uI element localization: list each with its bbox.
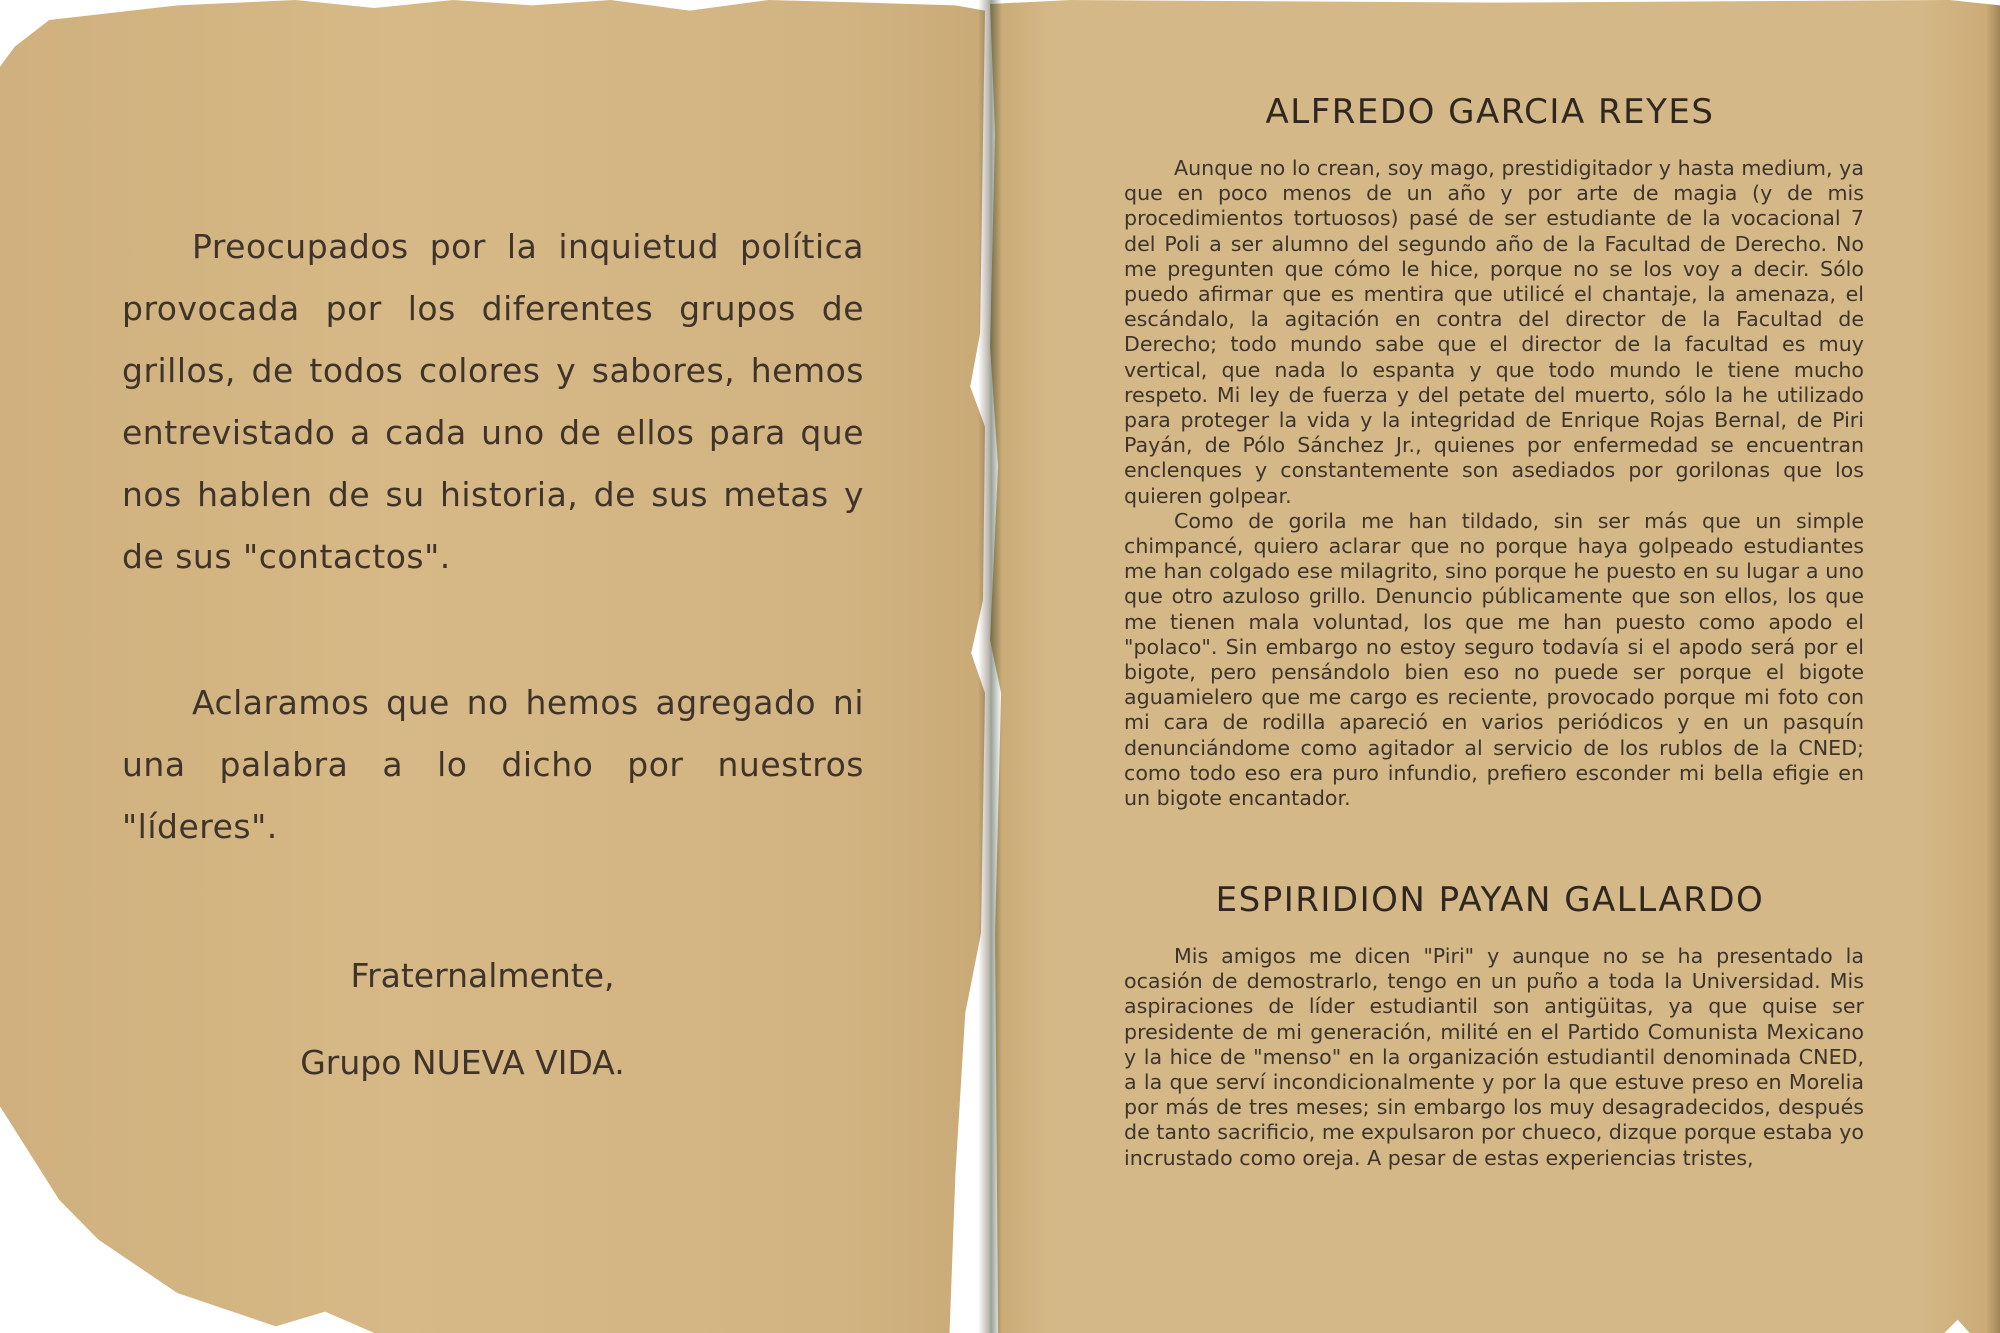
- closing-salutation: Fraternalmente,: [350, 956, 615, 995]
- bio-alfredo: [1124, 156, 1864, 811]
- group-signature: Grupo NUEVA VIDA.: [300, 1043, 625, 1082]
- bio-paragraph: Mis amigos me dicen "Piri" y aunque no se ha presentado la ocasión de demostrarlo, tengo en un puño a toda la Universidad. Mis aspiraciones de líder estudiantil son antigüitas, ya que quise ser presidente de mi generación, milité en el Partido Comunista Mexicano y la hice de "menso" en la organización estudiantil denominada CNED, a la que serví incondicionalmente y por la que estuve preso en Morelia por más de tres meses; sin embargo los muy desagradecidos, después de tanto sacrificio, me expulsaron por chueco, dizque porque estaba yo incrustado como oreja. A pesar de estas experiencias tristes,: [1124, 944, 1864, 1170]
- bio-paragraph: Como de gorila me han tildado, sin ser más que un simple chimpancé, quiero aclarar que no porque haya golpeado estudiantes me han colgado ese milagrito, sino porque he puesto en su lugar a uno que otro azuloso grillo. Denuncio públicamente que son ellos, los que me tienen mala voluntad, los que me han puesto como apodo el "polaco". Sin embargo no estoy seguro todavía si el apodo será por el bigote, pero pensándolo bien eso no puede ser porque el bigote aguamielero que me cargo es reciente, provocado porque mi foto con mi cara de rodilla apareció en varios periódicos y en un pasquín denunciándome como agitador al servicio de los rublos de la CNED; como todo eso era puro infundio, prefiero esconder mi bella efigie en un bigote encantador.: [1124, 508, 1864, 811]
- page-edge-shading: [1986, 0, 2000, 1333]
- bio-paragraph: Aunque no lo crean, soy mago, prestidigitador y hasta medium, ya que en poco menos de un año y por arte de magia (y de mis procedimientos tortuosos) pasé de ser estudiante de la vocacional 7 del Poli a ser alumno del segundo año de la Facultad de Derecho. No me pregunten que cómo le hice, porque no se los voy a decir. Sólo puedo afirmar que es mentira que utilicé el chantaje, la amenaza, el escándalo, la agitación en contra del director de la Facultad de Derecho; todo mundo sabe que el director de la facultad es muy vertical, que nada lo espanta y que todo mundo le tiene mucho respeto. Mi ley de fuerza y del petate del muerto, sólo la he utilizado para proteger la vida y la integridad de Enrique Rojas Bernal, de Piri Payán, de Pólo Sánchez Jr., quienes por enfermedad se encuentran enclenques y constantemente son asediados por gorilonas que los quieren golpear.: [1124, 156, 1864, 508]
- left-page: [0, 0, 985, 1333]
- section-title-espiridion: ESPIRIDION PAYAN GALLARDO: [1215, 880, 1765, 920]
- bio-espiridion: [1124, 944, 1864, 1171]
- clarification-paragraph: Aclaramos que no hemos agregado ni una palabra a lo dicho por nuestros "líderes".: [122, 683, 864, 846]
- intro-paragraph: Preocupados por la inquietud política provocada por los diferentes grupos de grillos, de todos colores y sabores, hemos entrevistado a cada uno de ellos para que nos hablen de su historia, de sus metas y de sus "contactos".: [122, 227, 864, 576]
- center-fold: [978, 0, 1002, 1333]
- section-title-alfredo: ALFREDO GARCIA REYES: [1265, 92, 1715, 132]
